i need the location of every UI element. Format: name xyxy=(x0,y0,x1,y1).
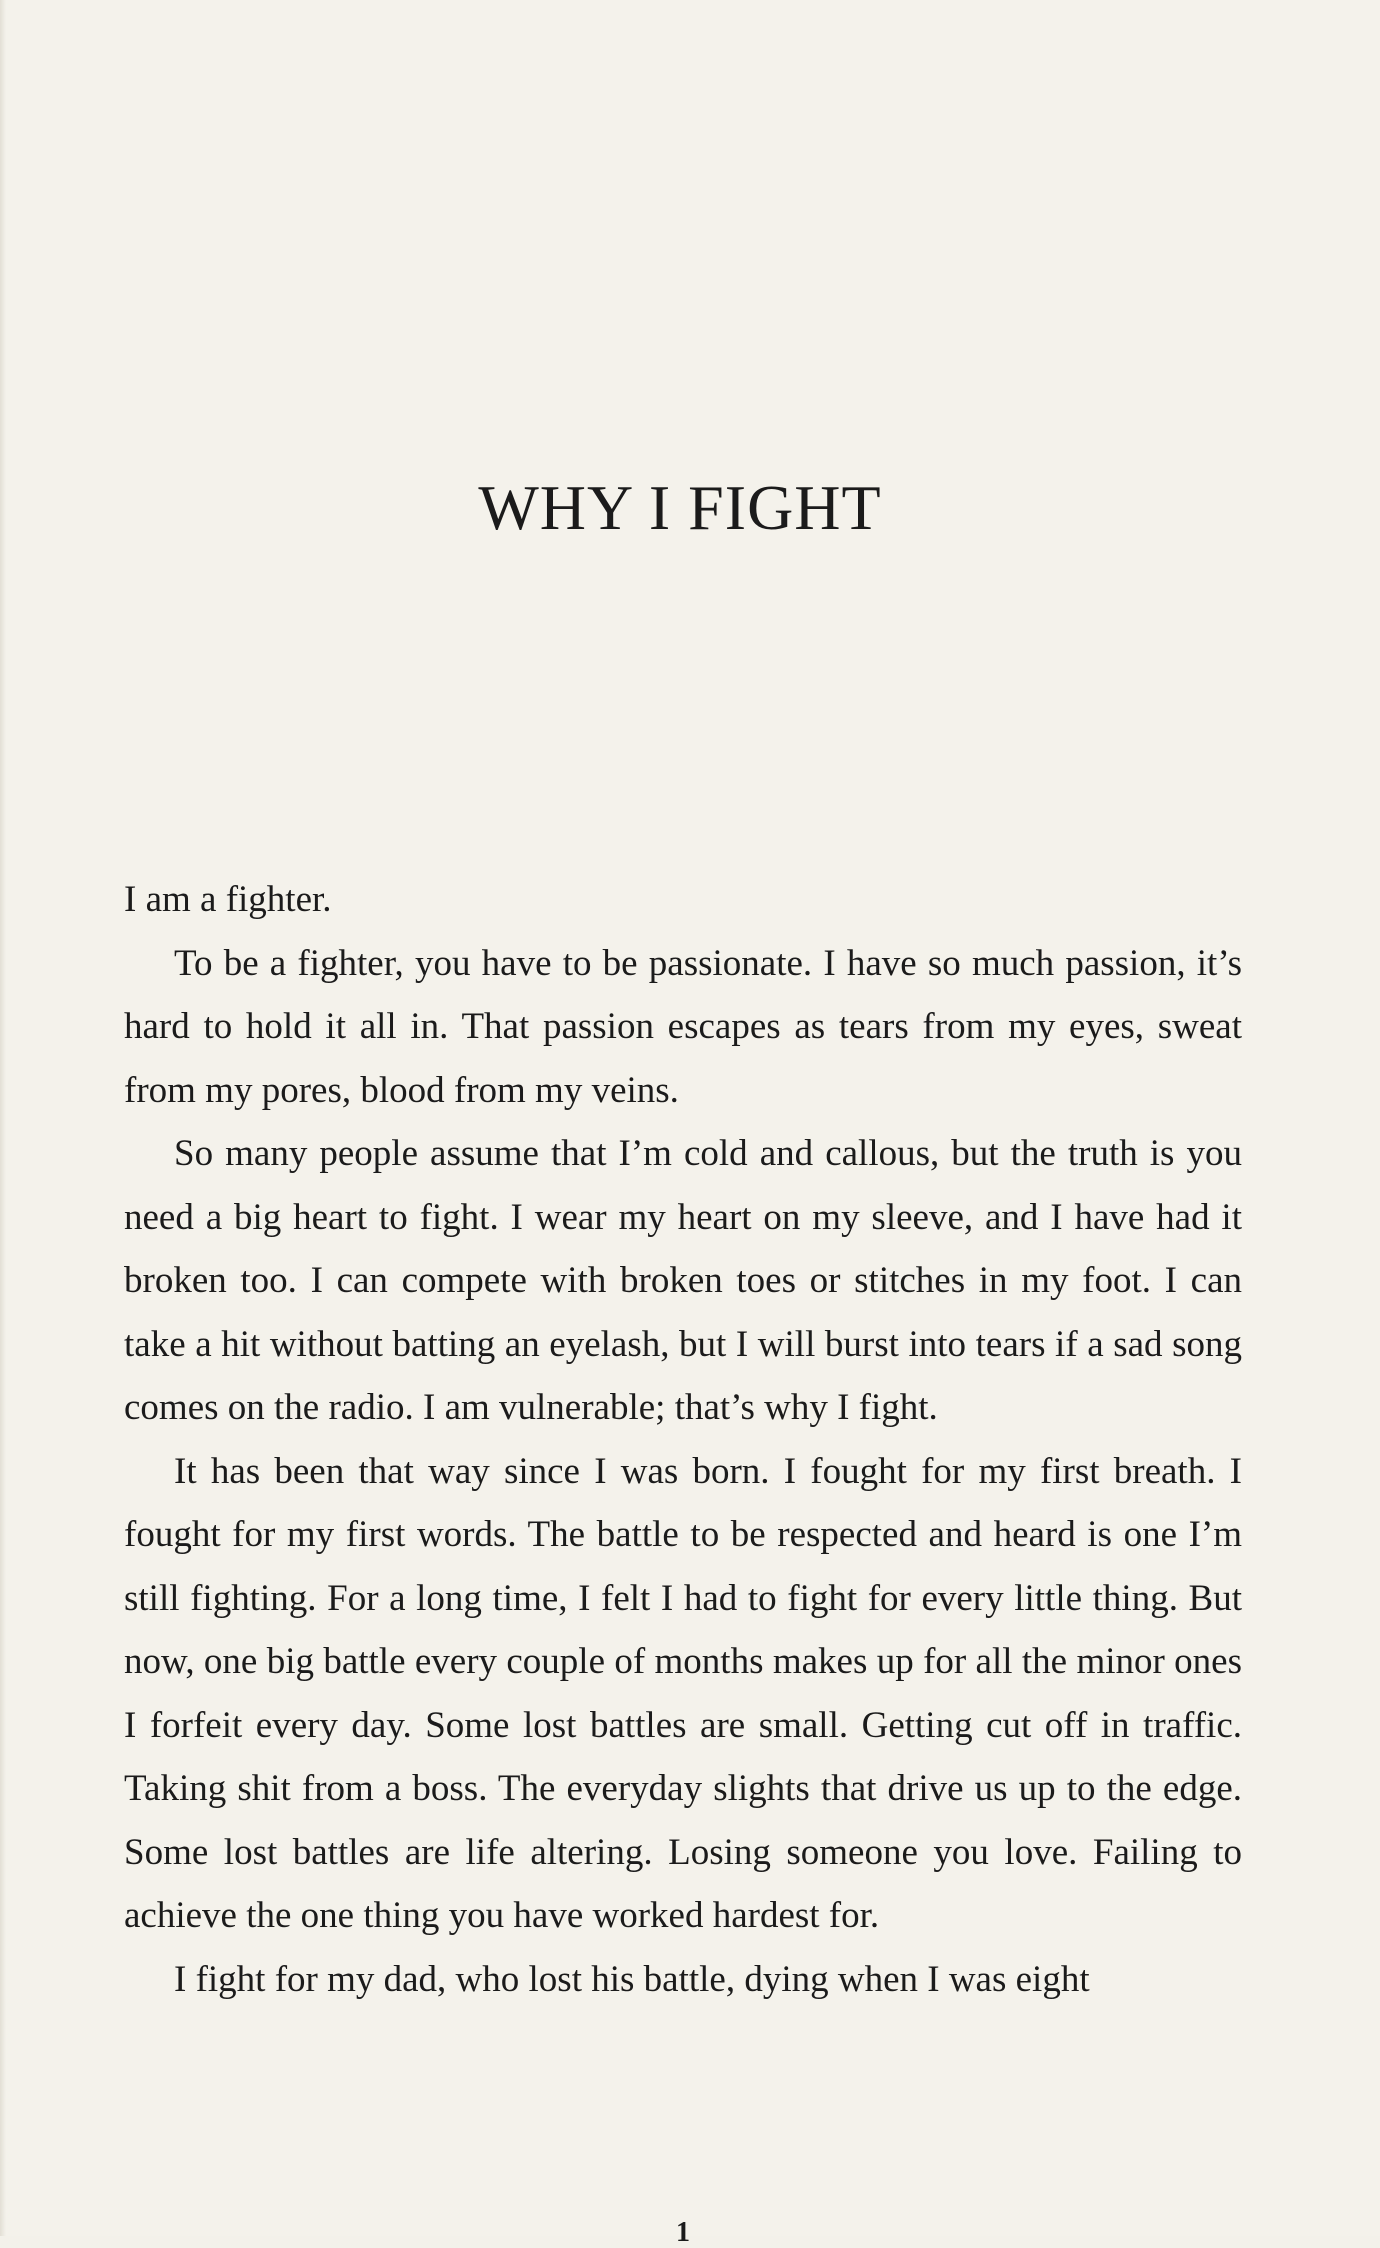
page-number: 1 xyxy=(676,2217,690,2248)
paragraph-1: I am a fighter. xyxy=(124,879,332,920)
paragraph-2: To be a fighter, you have to be passionate. I have so much passion, it’s hard to hold it all in. That passion escapes as tears from my eyes, sweat from my pores, blood from my veins. xyxy=(124,942,1242,1111)
paragraph-4: It has been that way since I was born. I fought for my first breath. I fought for my first words. The battle to be respected and heard is one I’m still fighting. For a long time, I felt I had to fight for every little thing. But now, one big battle every couple of months makes up for all the minor ones I forfeit every day. Some lost battles are small. Getting cut off in traffic. Taking shit from a boss. The everyday slights that drive us up to the edge. Some lost battles are life altering. Losing someone you love. Failing to achieve the one thing you have worked hardest for. xyxy=(124,1450,1242,1936)
chapter-body xyxy=(124,868,1242,2011)
chapter-title: WHY I FIGHT xyxy=(478,472,882,543)
paragraph-5: I fight for my dad, who lost his battle, dying when I was eight xyxy=(174,1958,1090,2000)
page-edge-shadow xyxy=(0,0,6,2236)
paragraph-3: So many people assume that I’m cold and callous, but the truth is you need a big heart to fight. I wear my heart on my sleeve, and I have had it broken too. I can compete with broken toes or stitches in my foot. I can take a hit without batting an eyelash, but I will burst into tears if a sad song comes on the radio. I am vulnerable; that’s why I fight. xyxy=(124,1133,1242,1428)
